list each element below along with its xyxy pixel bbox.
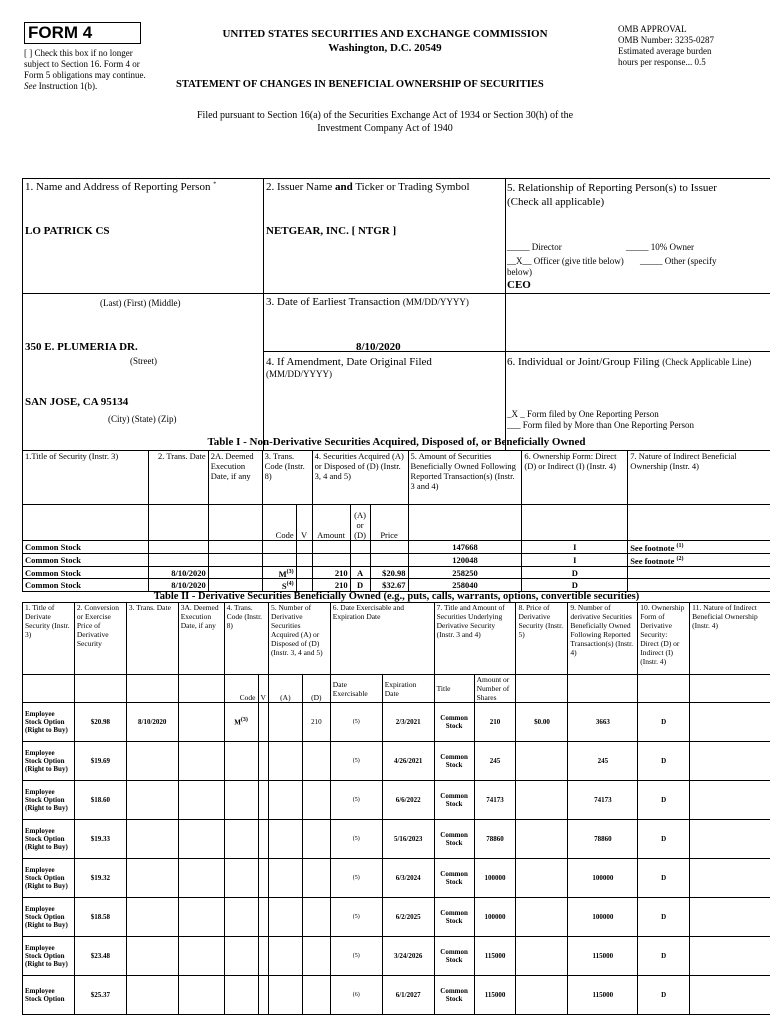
t1-v (296, 541, 312, 554)
t2-shares: 115000 (474, 976, 516, 1015)
grid-line (263, 351, 770, 352)
box5-label (507, 181, 769, 209)
t2-exercisable-footnote: (6) (330, 976, 382, 1015)
t1-amount (312, 541, 350, 554)
omb-line-1: OMB APPROVAL (618, 24, 687, 34)
table1-row (23, 553, 770, 566)
table2-row (23, 859, 770, 898)
box1-label (25, 181, 216, 193)
filed-line-1: Filed pursuant to Section 16(a) of the Securities Exchange Act of 1934 or Section 30(h) of the (196, 110, 574, 121)
t1-code-footnote: (3) (286, 568, 294, 575)
t2-d (302, 937, 330, 976)
t1-owned: 120048 (408, 553, 522, 566)
t2-dprice (516, 898, 568, 937)
agency-location: Washington, D.C. 20549 (328, 42, 442, 54)
table1-row (23, 541, 770, 554)
t2-sub-v: V (258, 675, 268, 703)
box2-label-a: 2. Issuer Name (266, 181, 336, 193)
table1 (22, 450, 770, 592)
table2 (22, 602, 770, 1015)
t2-h3: 3. Trans. Date (126, 603, 178, 675)
t1-deemed (208, 541, 262, 554)
t1-sub-ad: (A) or (D) (350, 505, 370, 541)
t2-form: D (638, 703, 690, 742)
t2-a (268, 976, 302, 1015)
t2-date (126, 820, 178, 859)
t1-security: Common Stock (23, 566, 149, 579)
t1-form: I (522, 553, 628, 566)
checkbox-note-text: [ ] Check this box if no longer subject to Section 16. Form 4 or Form 5 obligations may continue. (24, 48, 146, 80)
t2-security: Employee Stock Option (Right to Buy) (23, 859, 75, 898)
city-hint: (City) (State) (Zip) (108, 414, 177, 424)
t2-code-cell (224, 820, 258, 859)
statement-title: STATEMENT OF CHANGES IN BENEFICIAL OWNERSHIP OF SECURITIES (176, 79, 544, 90)
t1-code-cell (262, 553, 296, 566)
t2-d (302, 781, 330, 820)
t2-form: D (638, 976, 690, 1015)
t2-owned: 115000 (568, 937, 638, 976)
t2-h4: 4. Trans. Code (Instr. 8) (224, 603, 268, 675)
t2-underlying-title: Common Stock (434, 742, 474, 781)
table1-subheader-row (23, 505, 770, 541)
t2-date (126, 859, 178, 898)
table2-subheader-row (23, 675, 770, 703)
t2-sub-code: Code (224, 675, 258, 703)
t2-exercisable-footnote: (5) (330, 781, 382, 820)
t2-exercisable-footnote: (5) (330, 742, 382, 781)
t1-code-cell (262, 579, 296, 592)
grid-line (263, 178, 264, 450)
omb-approval (618, 24, 768, 68)
t1-h5: 5. Amount of Securities Beneficially Owned Following Reported Transaction(s) (Instr. 3 and 4) (408, 451, 522, 505)
t2-form: D (638, 937, 690, 976)
t1-h6: 6. Ownership Form: Direct (D) or Indirect (I) (Instr. 4) (522, 451, 628, 505)
box2-label-and: and (335, 181, 353, 193)
t2-a (268, 937, 302, 976)
t2-d (302, 898, 330, 937)
t1-nature-cell (628, 566, 770, 579)
t1-amount: 210 (312, 566, 350, 579)
t1-h3: 3. Trans. Code (Instr. 8) (262, 451, 312, 505)
t2-h8: 8. Price of Derivative Security (Instr. 5) (516, 603, 568, 675)
t1-date (148, 541, 208, 554)
t2-security: Employee Stock Option (Right to Buy) (23, 937, 75, 976)
t2-code-footnote: (3) (240, 717, 248, 724)
table2-title: Table II - Derivative Securities Beneficially Owned (e.g., puts, calls, warrants, options, convertible securities) (153, 591, 640, 602)
t2-security: Employee Stock Option (Right to Buy) (23, 898, 75, 937)
t1-deemed (208, 553, 262, 566)
t2-underlying-title: Common Stock (434, 898, 474, 937)
table2-row (23, 703, 770, 742)
t1-security: Common Stock (23, 553, 149, 566)
t2-owned: 74173 (568, 781, 638, 820)
filed-line-2: Investment Company Act of 1940 (317, 123, 453, 134)
omb-line-2: OMB Number: 3235-0287 (618, 35, 714, 45)
t2-h5: 5. Number of Derivative Securities Acquired (A) or Disposed of (D) (Instr. 3, 4 and 5) (268, 603, 330, 675)
t1-h7: 7. Nature of Indirect Beneficial Ownership (Instr. 4) (628, 451, 770, 505)
grid-line (22, 178, 770, 179)
t2-form: D (638, 742, 690, 781)
table1-title: Table I - Non-Derivative Securities Acquired, Disposed of, or Beneficially Owned (207, 436, 586, 448)
table2-row (23, 976, 770, 1015)
t1-nature-cell (628, 579, 770, 592)
t1-code: M (278, 568, 287, 579)
t2-code: M (234, 718, 241, 727)
table2-row (23, 898, 770, 937)
table2-row (23, 820, 770, 859)
t1-price (370, 553, 408, 566)
t2-h9: 9. Number of derivative Securities Beneficially Owned Following Reported Transaction(s) (Instr. 4) (568, 603, 638, 675)
t1-v (296, 566, 312, 579)
t2-d (302, 742, 330, 781)
below-text: below) (507, 267, 532, 277)
t2-h3a: 3A. Deemed Execution Date, if any (178, 603, 224, 675)
t2-code-cell (224, 742, 258, 781)
box4-label (266, 356, 432, 380)
t2-shares: 100000 (474, 859, 516, 898)
t2-h2: 2. Conversion or Exercise Price of Derivative Security (74, 603, 126, 675)
box4-label-text: 4. If Amendment, Date Original Filed (266, 356, 432, 368)
t2-expiration: 6/3/2024 (382, 859, 434, 898)
director-option: _____ Director (507, 242, 562, 252)
t2-a (268, 898, 302, 937)
t2-price: $23.48 (74, 937, 126, 976)
t2-underlying-title: Common Stock (434, 820, 474, 859)
t2-price: $19.32 (74, 859, 126, 898)
t2-expiration: 6/2/2025 (382, 898, 434, 937)
t1-nature-cell (628, 553, 770, 566)
t2-owned: 78860 (568, 820, 638, 859)
t2-sub-shares: Amount or Number of Shares (474, 675, 516, 703)
city-state-zip: SAN JOSE, CA 95134 (25, 396, 129, 408)
box3-hint: (MM/DD/YYYY) (402, 297, 469, 307)
table2-row (23, 937, 770, 976)
earliest-transaction-date: 8/10/2020 (356, 341, 401, 353)
see-label: See (24, 81, 37, 91)
form-title: FORM 4 (24, 22, 141, 44)
t2-dprice: $0.00 (516, 703, 568, 742)
t1-security: Common Stock (23, 579, 149, 592)
grid-line (22, 178, 23, 450)
t2-form: D (638, 781, 690, 820)
t1-amount: 210 (312, 579, 350, 592)
t2-shares: 245 (474, 742, 516, 781)
t2-a (268, 820, 302, 859)
t1-form: D (522, 566, 628, 579)
t1-sub-price: Price (370, 505, 408, 541)
t2-price: $19.33 (74, 820, 126, 859)
t2-shares: 78860 (474, 820, 516, 859)
t2-security: Employee Stock Option (23, 976, 75, 1015)
table1-row (23, 579, 770, 592)
t2-exercisable-footnote: (5) (330, 820, 382, 859)
t2-underlying-title: Common Stock (434, 859, 474, 898)
t2-security: Employee Stock Option (Right to Buy) (23, 742, 75, 781)
t2-code-cell (224, 703, 258, 742)
t2-d (302, 820, 330, 859)
t2-expiration: 6/6/2022 (382, 781, 434, 820)
t2-sub-expiration: Expiration Date (382, 675, 434, 703)
t1-ad: A (350, 566, 370, 579)
t1-ad (350, 541, 370, 554)
table2-header-row (23, 603, 770, 675)
t2-price: $25.37 (74, 976, 126, 1015)
t2-sub-exercisable: Date Exercisable (330, 675, 382, 703)
t1-v (296, 553, 312, 566)
officer-title: CEO (507, 279, 531, 291)
t2-expiration: 6/1/2027 (382, 976, 434, 1015)
t2-owned: 100000 (568, 859, 638, 898)
t2-date: 8/10/2020 (126, 703, 178, 742)
table2-row (23, 781, 770, 820)
t2-owned: 245 (568, 742, 638, 781)
t2-shares: 210 (474, 703, 516, 742)
t2-code-cell (224, 976, 258, 1015)
t1-nature-footnote: (1) (676, 543, 684, 549)
t2-expiration: 4/26/2021 (382, 742, 434, 781)
checkbox-note (24, 48, 152, 92)
t2-h6: 6. Date Exercisable and Expiration Date (330, 603, 434, 675)
agency-name: UNITED STATES SECURITIES AND EXCHANGE COMMISSION (222, 28, 548, 40)
t2-price: $19.69 (74, 742, 126, 781)
t2-dprice (516, 820, 568, 859)
t2-dprice (516, 742, 568, 781)
t2-a (268, 781, 302, 820)
t2-security: Employee Stock Option (Right to Buy) (23, 781, 75, 820)
ten-pct-option: _____ 10% Owner (626, 242, 694, 252)
t2-form: D (638, 820, 690, 859)
t2-owned: 3663 (568, 703, 638, 742)
grid-line (505, 293, 770, 294)
filing-option-one: _X _ Form filed by One Reporting Person (507, 409, 659, 419)
box1-footnote: * (213, 181, 217, 188)
t2-underlying-title: Common Stock (434, 937, 474, 976)
t2-security: Employee Stock Option (Right to Buy) (23, 703, 75, 742)
t2-price: $20.98 (74, 703, 126, 742)
t2-date (126, 898, 178, 937)
t1-price: $20.98 (370, 566, 408, 579)
t2-underlying-title: Common Stock (434, 703, 474, 742)
t1-code-footnote: (4) (286, 581, 294, 588)
t1-code-cell (262, 541, 296, 554)
filing-option-group: ___ Form filed by More than One Reporting Person (507, 420, 694, 430)
t1-code-cell (262, 566, 296, 579)
t2-dprice (516, 976, 568, 1015)
t2-date (126, 781, 178, 820)
t2-d (302, 976, 330, 1015)
t1-date: 8/10/2020 (148, 566, 208, 579)
t2-h1: 1. Title of Derivate Security (Instr. 3) (23, 603, 75, 675)
table1-row (23, 566, 770, 579)
box6-label-text: 6. Individual or Joint/Group Filing (507, 356, 660, 368)
t2-exercisable-footnote: (5) (330, 898, 382, 937)
t2-sub-d: (D) (302, 675, 330, 703)
table2-row (23, 742, 770, 781)
grid-line (505, 178, 506, 450)
instruction-label: Instruction 1(b). (38, 81, 98, 91)
t2-sub-title: Title (434, 675, 474, 703)
t1-code: S (281, 581, 287, 592)
t2-code-cell (224, 859, 258, 898)
t2-dprice (516, 859, 568, 898)
t2-underlying-title: Common Stock (434, 976, 474, 1015)
officer-option: __X__ Officer (give title below) (507, 256, 624, 266)
t2-a (268, 703, 302, 742)
box1-label-text: 1. Name and Address of Reporting Person (25, 181, 211, 193)
t1-nature-cell (628, 541, 770, 554)
omb-line-3: Estimated average burden (618, 46, 712, 56)
t1-owned: 258040 (408, 579, 522, 592)
filed-pursuant (130, 109, 640, 135)
t2-underlying-title: Common Stock (434, 781, 474, 820)
grid-line (22, 293, 506, 294)
omb-line-4: hours per response... 0.5 (618, 57, 706, 67)
t2-form: D (638, 898, 690, 937)
t1-form: I (522, 541, 628, 554)
t2-date (126, 976, 178, 1015)
t2-a (268, 859, 302, 898)
t2-a (268, 742, 302, 781)
t2-d (302, 859, 330, 898)
t2-h7: 7. Title and Amount of Securities Underlying Derivative Security (Instr. 3 and 4) (434, 603, 516, 675)
t1-ad: D (350, 579, 370, 592)
box5-hint: (Check all applicable) (507, 196, 605, 208)
t2-code-cell (224, 937, 258, 976)
box2-label (266, 181, 470, 193)
t2-h11: 11. Nature of Indirect Beneficial Ownership (Instr. 4) (690, 603, 770, 675)
t2-dprice (516, 937, 568, 976)
t1-price (370, 541, 408, 554)
t2-d: 210 (302, 703, 330, 742)
t2-price: $18.60 (74, 781, 126, 820)
reporting-person-name: LO PATRICK CS (25, 225, 110, 237)
t1-nature: See footnote (630, 542, 675, 553)
box4-hint: (MM/DD/YYYY) (266, 369, 332, 379)
box3-label (266, 296, 469, 308)
t2-sub-a: (A) (268, 675, 302, 703)
t1-deemed (208, 579, 262, 592)
t2-shares: 74173 (474, 781, 516, 820)
t2-code-cell (224, 781, 258, 820)
box6-hint: (Check Applicable Line) (662, 357, 752, 367)
street-hint: (Street) (130, 356, 157, 366)
street-address: 350 E. PLUMERIA DR. (25, 341, 138, 353)
t1-h4: 4. Securities Acquired (A) or Disposed of (D) (Instr. 3, 4 and 5) (312, 451, 408, 505)
t2-exercisable-footnote: (5) (330, 937, 382, 976)
t1-owned: 147668 (408, 541, 522, 554)
box6-label (507, 356, 769, 369)
t1-ad (350, 553, 370, 566)
t2-owned: 115000 (568, 976, 638, 1015)
t2-expiration: 5/16/2023 (382, 820, 434, 859)
t1-h1: 1.Title of Security (Instr. 3) (23, 451, 149, 505)
t2-h10: 10. Ownership Form of Derivative Security: Direct (D) or Indirect (I) (Instr. 4) (638, 603, 690, 675)
t1-date (148, 553, 208, 566)
t2-security: Employee Stock Option (Right to Buy) (23, 820, 75, 859)
t1-sub-v: V (296, 505, 312, 541)
t1-form: D (522, 579, 628, 592)
t1-deemed (208, 566, 262, 579)
t1-v (296, 579, 312, 592)
t2-price: $18.58 (74, 898, 126, 937)
t1-security: Common Stock (23, 541, 149, 554)
t1-h2a: 2A. Deemed Execution Date, if any (208, 451, 262, 505)
t1-date: 8/10/2020 (148, 579, 208, 592)
t2-owned: 100000 (568, 898, 638, 937)
t2-shares: 115000 (474, 937, 516, 976)
t1-h2: 2. Trans. Date (148, 451, 208, 505)
t1-nature: See footnote (630, 555, 675, 566)
table1-header-row (23, 451, 770, 505)
t2-date (126, 937, 178, 976)
t2-expiration: 3/24/2026 (382, 937, 434, 976)
other-option: _____ Other (specify (640, 256, 717, 266)
agency-block (180, 27, 590, 55)
t2-code-cell (224, 898, 258, 937)
t2-exercisable-footnote: (5) (330, 859, 382, 898)
t2-dprice (516, 781, 568, 820)
t2-shares: 100000 (474, 898, 516, 937)
t1-nature-footnote: (2) (676, 555, 684, 562)
issuer-name: NETGEAR, INC. [ NTGR ] (266, 225, 397, 237)
t1-price: $32.67 (370, 579, 408, 592)
name-hint: (Last) (First) (Middle) (100, 298, 181, 308)
t2-date (126, 742, 178, 781)
t1-amount (312, 553, 350, 566)
box5-label-text: 5. Relationship of Reporting Person(s) to Issuer (507, 182, 717, 194)
box2-label-b: Ticker or Trading Symbol (352, 181, 470, 193)
t1-sub-amount: Amount (312, 505, 350, 541)
box3-label-text: 3. Date of Earliest Transaction (266, 296, 401, 308)
t2-exercisable-footnote: (5) (330, 703, 382, 742)
t1-owned: 258250 (408, 566, 522, 579)
t2-form: D (638, 859, 690, 898)
t2-expiration: 2/3/2021 (382, 703, 434, 742)
t1-sub-code: Code (262, 505, 296, 541)
